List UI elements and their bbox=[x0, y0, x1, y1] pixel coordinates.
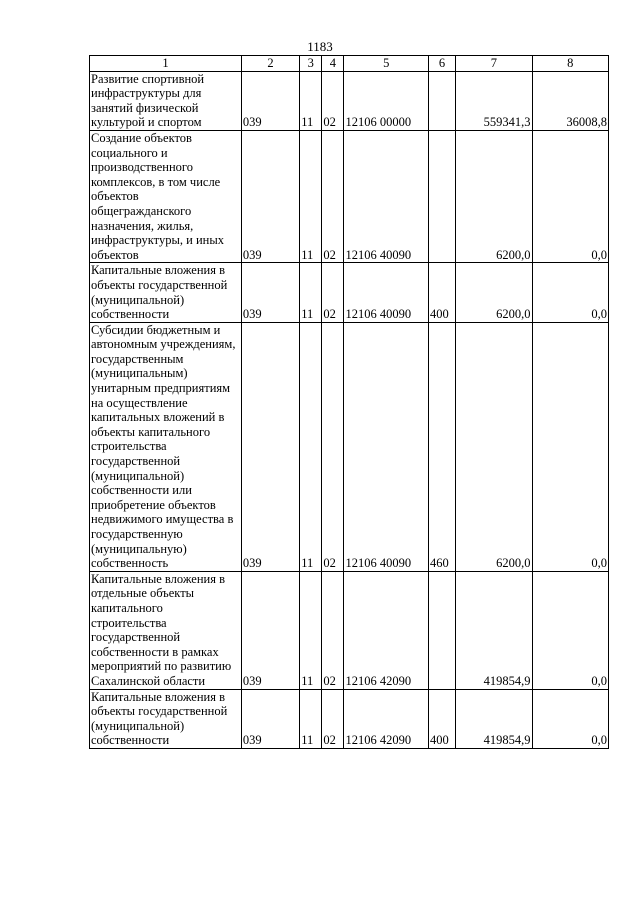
cell-amount-7: 6200,0 bbox=[456, 130, 532, 262]
cell-amount-7: 419854,9 bbox=[456, 571, 532, 689]
cell-section: 11 bbox=[300, 571, 322, 689]
row-name: Развитие спортивной инфраструктуры для занятий физической культурой и спортом bbox=[90, 71, 242, 130]
cell-subsection: 02 bbox=[322, 571, 344, 689]
table-row bbox=[90, 689, 609, 748]
table-row bbox=[90, 130, 609, 262]
cell-target-article: 12106 40090 bbox=[344, 263, 428, 322]
row-name: Капитальные вложения в объекты государственной (муниципальной) собственности bbox=[90, 263, 242, 322]
column-header: 5 bbox=[344, 56, 428, 72]
cell-target-article: 12106 40090 bbox=[344, 130, 428, 262]
cell-target-article: 12106 00000 bbox=[344, 71, 428, 130]
cell-expense-type: 400 bbox=[428, 263, 455, 322]
cell-section: 11 bbox=[300, 689, 322, 748]
cell-expense-type: 400 bbox=[428, 689, 455, 748]
cell-ministry-code: 039 bbox=[241, 263, 299, 322]
cell-expense-type bbox=[428, 71, 455, 130]
cell-expense-type: 460 bbox=[428, 322, 455, 571]
cell-subsection: 02 bbox=[322, 263, 344, 322]
table-row bbox=[90, 322, 609, 571]
cell-expense-type bbox=[428, 130, 455, 262]
cell-amount-8: 0,0 bbox=[532, 689, 608, 748]
table-row bbox=[90, 71, 609, 130]
cell-amount-8: 36008,8 bbox=[532, 71, 608, 130]
column-header: 6 bbox=[428, 56, 455, 72]
cell-ministry-code: 039 bbox=[241, 322, 299, 571]
row-name: Капитальные вложения в объекты государственной (муниципальной) собственности bbox=[90, 689, 242, 748]
row-name: Субсидии бюджетным и автономным учреждениям, государственным (муниципальным) унитарным предприятиям на осуществление капитальных вложений в объекты капитального строительства государственной (муниципальной) собственности или приобретение объектов недвижимого имущества в государственную (муниципальную) собственность bbox=[90, 322, 242, 571]
row-name: Создание объектов социального и производственного комплексов, в том числе объектов общегражданского назначения, жилья, инфраструктуры, и иных объектов bbox=[90, 130, 242, 262]
column-header: 4 bbox=[322, 56, 344, 72]
table-row bbox=[90, 263, 609, 322]
cell-ministry-code: 039 bbox=[241, 689, 299, 748]
cell-section: 11 bbox=[300, 130, 322, 262]
column-header: 8 bbox=[532, 56, 608, 72]
cell-amount-7: 6200,0 bbox=[456, 263, 532, 322]
column-header: 1 bbox=[90, 56, 242, 72]
cell-section: 11 bbox=[300, 71, 322, 130]
column-header: 2 bbox=[241, 56, 299, 72]
cell-target-article: 12106 42090 bbox=[344, 571, 428, 689]
cell-amount-7: 6200,0 bbox=[456, 322, 532, 571]
cell-amount-8: 0,0 bbox=[532, 263, 608, 322]
cell-amount-8: 0,0 bbox=[532, 322, 608, 571]
cell-ministry-code: 039 bbox=[241, 571, 299, 689]
cell-subsection: 02 bbox=[322, 130, 344, 262]
cell-section: 11 bbox=[300, 322, 322, 571]
cell-subsection: 02 bbox=[322, 689, 344, 748]
table-header-row bbox=[90, 56, 609, 72]
page-number: 1183 bbox=[307, 39, 333, 54]
cell-amount-8: 0,0 bbox=[532, 130, 608, 262]
row-name: Капитальные вложения в отдельные объекты капитального строительства государственной собственности в рамках мероприятий по развитию Сахалинской области bbox=[90, 571, 242, 689]
cell-amount-7: 419854,9 bbox=[456, 689, 532, 748]
cell-amount-8: 0,0 bbox=[532, 571, 608, 689]
cell-subsection: 02 bbox=[322, 71, 344, 130]
cell-target-article: 12106 42090 bbox=[344, 689, 428, 748]
cell-ministry-code: 039 bbox=[241, 71, 299, 130]
cell-amount-7: 559341,3 bbox=[456, 71, 532, 130]
cell-target-article: 12106 40090 bbox=[344, 322, 428, 571]
column-header: 7 bbox=[456, 56, 532, 72]
cell-section: 11 bbox=[300, 263, 322, 322]
cell-ministry-code: 039 bbox=[241, 130, 299, 262]
column-header: 3 bbox=[300, 56, 322, 72]
budget-table bbox=[89, 55, 609, 749]
table-row bbox=[90, 571, 609, 689]
cell-subsection: 02 bbox=[322, 322, 344, 571]
cell-expense-type bbox=[428, 571, 455, 689]
